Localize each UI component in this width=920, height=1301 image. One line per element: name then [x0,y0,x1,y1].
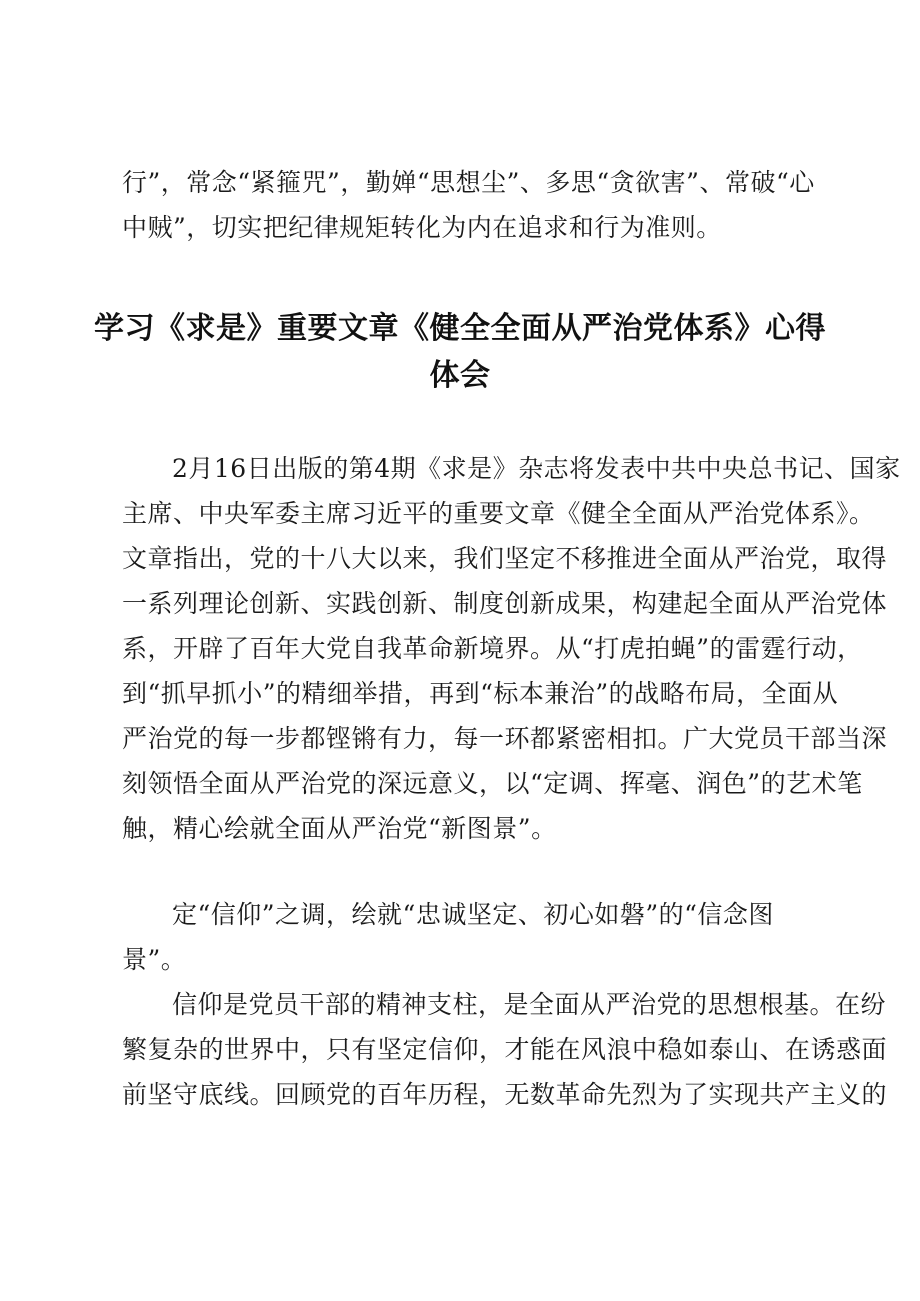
intro-line-1: 行”，常念“紧箍咒”，勤婵“思想尘”、多思“贪欲害”、常破“心 [122,168,815,197]
section-heading-line-1: 定“信仰”之调，绘就“忠诚坚定、初心如磐”的“信念图 [172,900,774,929]
article-title-line-1: 学习《求是》重要文章《健全全面从严治党体系》心得 [94,311,826,346]
para1-line-3: 文章指出，党的十八大以来，我们坚定不移推进全面从严治党，取得 [122,544,888,573]
para1-line-8: 刻领悟全面从严治党的深远意义，以“定调、挥毫、润色”的艺术笔 [122,769,863,798]
para2-line-2: 繁复杂的世界中，只有坚定信仰，才能在风浪中稳如泰山、在诱惑面 [122,1035,888,1064]
para1-line-6: 到“抓早抓小”的精细举措，再到“标本兼治”的战略布局，全面从 [122,679,839,708]
article-title-line-2: 体会 [429,358,491,393]
para1-line-1: 2月16日出版的第4期《求是》杂志将发表中共中央总书记、国家 [172,454,901,483]
intro-line-2: 中贼”，切实把纪律规矩转化为内在追求和行为准则。 [122,213,722,242]
para1-line-7: 严治党的每一步都铿锵有力，每一环都紧密相扣。广大党员干部当深 [122,724,888,753]
section-heading-line-2: 景”。 [122,945,187,974]
para1-line-2: 主席、中央军委主席习近平的重要文章《健全全面从严治党体系》。 [122,499,875,528]
para2-line-3: 前坚守底线。回顾党的百年历程，无数革命先烈为了实现共产主义的 [122,1080,888,1109]
para1-line-4: 一系列理论创新、实践创新、制度创新成果，构建起全面从严治党体 [122,589,888,618]
para1-line-5: 系，开辟了百年大党自我革命新境界。从“打虎拍蝇”的雷霆行动， [122,634,863,663]
para1-line-9: 触，精心绘就全面从严治党“新图景”。 [122,814,557,843]
para2-line-1: 信仰是党员干部的精神支柱，是全面从严治党的思想根基。在纷 [172,990,887,1019]
